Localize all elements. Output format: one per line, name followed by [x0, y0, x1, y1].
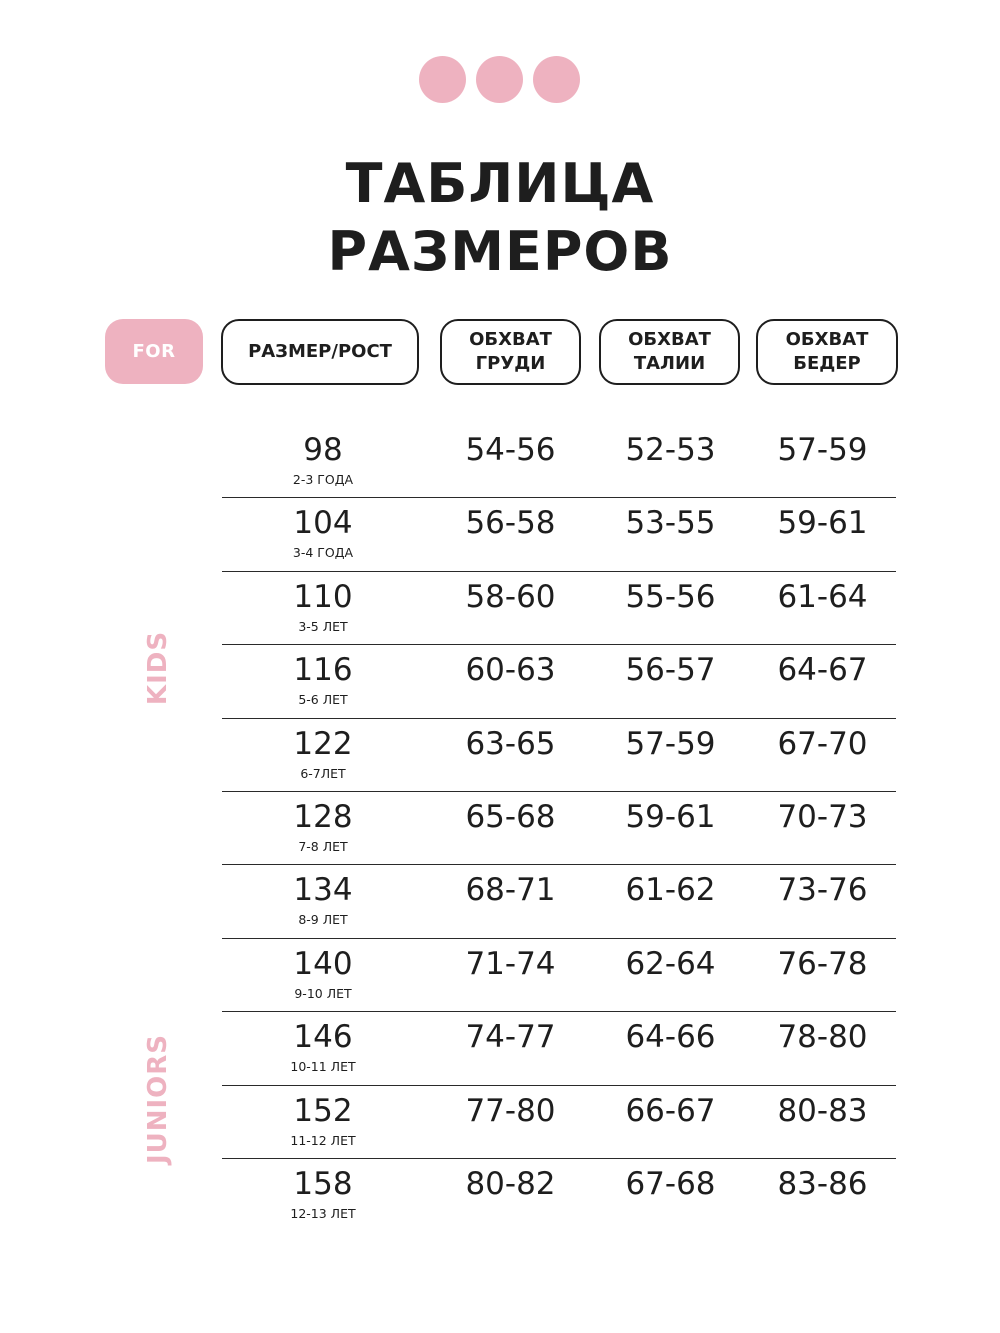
dot-shape	[476, 56, 523, 103]
hips-value: 83-86	[777, 1165, 868, 1202]
group-label-kids: KIDS	[143, 630, 173, 706]
hips-value: 80-83	[777, 1092, 868, 1129]
table-row	[222, 1086, 896, 1159]
age-range: 6-7ЛЕТ	[300, 765, 346, 781]
page-title-line: РАЗМЕРОВ	[327, 220, 673, 283]
header-size-label: РАЗМЕР/РОСТ	[248, 341, 392, 362]
chest-value: 68-71	[465, 872, 556, 909]
age-range: 2-3 ГОДА	[292, 472, 354, 487]
hips-value: 64-67	[777, 652, 868, 689]
table-row	[222, 1012, 896, 1085]
waist-value: 66-67	[625, 1092, 716, 1129]
age-range: 7-8 ЛЕТ	[298, 838, 348, 854]
size-value: 158	[293, 1165, 353, 1202]
chest-value: 60-63	[465, 652, 556, 689]
header-hips-line: ОБХВАТ	[785, 329, 869, 350]
dot-shape	[533, 56, 580, 103]
header-waist-line: ОБХВАТ	[628, 329, 711, 350]
header-chest	[440, 319, 581, 385]
chest-value: 54-56	[465, 432, 556, 468]
table-row	[222, 792, 896, 865]
hips-value: 70-73	[777, 798, 868, 835]
age-range: 9-10 ЛЕТ	[294, 985, 352, 1001]
header-hips-line: БЕДЕР	[793, 353, 861, 374]
table-row	[222, 939, 896, 1012]
table-row	[222, 425, 896, 498]
waist-value: 57-59	[625, 725, 716, 762]
size-value: 104	[293, 505, 353, 542]
for-label: FOR	[105, 319, 203, 384]
size-value: 110	[293, 578, 353, 615]
age-range: 3-5 ЛЕТ	[298, 618, 348, 634]
size-value: 98	[303, 432, 343, 468]
chest-value: 77-80	[465, 1092, 556, 1129]
size-value: 140	[293, 945, 353, 982]
table-row	[222, 719, 896, 792]
waist-value: 64-66	[625, 1019, 716, 1056]
age-range: 12-13 ЛЕТ	[290, 1205, 356, 1221]
waist-value: 56-57	[625, 652, 716, 689]
size-value: 116	[293, 652, 353, 689]
chest-value: 63-65	[465, 725, 556, 762]
chest-value: 71-74	[465, 945, 556, 982]
waist-value: 62-64	[625, 945, 716, 982]
chest-value: 65-68	[465, 798, 556, 835]
chest-value: 56-58	[465, 505, 556, 542]
hips-value: 73-76	[777, 872, 868, 909]
dot-shape	[419, 56, 466, 103]
age-range: 5-6 ЛЕТ	[298, 692, 348, 708]
table-row	[222, 865, 896, 938]
header-chest-line: ГРУДИ	[475, 353, 546, 374]
age-range: 11-12 ЛЕТ	[290, 1132, 356, 1148]
table-row	[222, 498, 896, 571]
hips-value: 78-80	[777, 1019, 868, 1056]
waist-value: 61-62	[625, 872, 716, 909]
hips-value: 76-78	[777, 945, 868, 982]
page-title-line: ТАБЛИЦА	[345, 152, 655, 215]
chest-value: 80-82	[465, 1165, 556, 1202]
hips-value: 61-64	[777, 578, 868, 615]
header-hips	[756, 319, 898, 385]
waist-value: 52-53	[625, 432, 716, 468]
size-value: 152	[293, 1092, 353, 1129]
group-label-juniors: JUNIORS	[143, 1033, 173, 1165]
size-value: 134	[293, 872, 353, 909]
header-waist	[599, 319, 740, 385]
size-value: 146	[293, 1019, 353, 1056]
table-row	[222, 645, 896, 718]
hips-value: 57-59	[777, 432, 868, 468]
waist-value: 59-61	[625, 798, 716, 835]
chest-value: 58-60	[465, 578, 556, 615]
hips-value: 67-70	[777, 725, 868, 762]
size-value: 128	[293, 798, 353, 835]
size-value: 122	[293, 725, 353, 762]
waist-value: 55-56	[625, 578, 716, 615]
chest-value: 74-77	[465, 1019, 556, 1056]
age-range: 8-9 ЛЕТ	[298, 912, 348, 928]
header-chest-line: ОБХВАТ	[469, 329, 552, 350]
decorative-dots	[419, 56, 580, 103]
header-size-height	[221, 319, 419, 385]
size-table	[222, 425, 896, 1232]
waist-value: 67-68	[625, 1165, 716, 1202]
age-range: 10-11 ЛЕТ	[290, 1059, 356, 1075]
age-range: 3-4 ГОДА	[292, 545, 354, 561]
header-waist-line: ТАЛИИ	[633, 353, 706, 374]
waist-value: 53-55	[625, 505, 716, 542]
hips-value: 59-61	[777, 505, 868, 542]
table-row	[222, 1159, 896, 1232]
page-title	[0, 150, 1000, 286]
table-row	[222, 572, 896, 645]
